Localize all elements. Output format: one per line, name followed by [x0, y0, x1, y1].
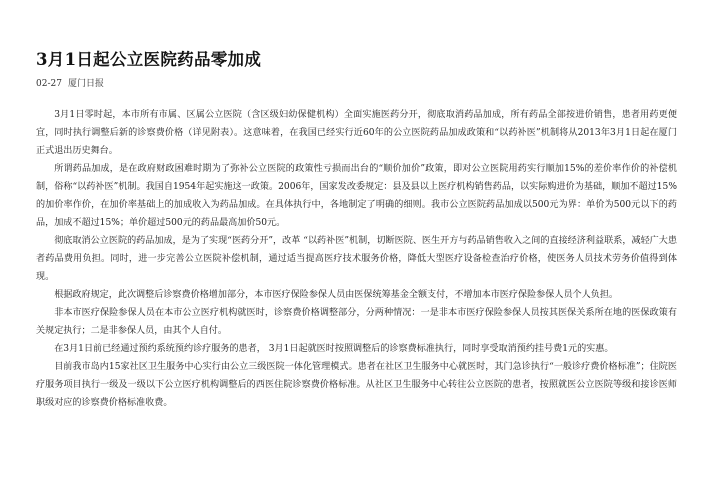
- article-paragraph: 彻底取消公立医院的药品加成，是为了实现“医药分开”，改革 “以药补医”机制，切断医院、医生开方与药品销售收入之间的直接经济利益联系，减轻广大患者药品费用负担。同时，进一步完善公立医院补偿机制，通过适当提高医疗技术服务价格，降低大型医疗设备检查治疗价格，使医务人员技术劳务价值得到体现。: [36, 236, 677, 282]
- article-paragraph: 非本市医疗保险参保人员在本市公立医疗机构就医时，诊察费价格调整部分，分两种情况：一是非本市医疗保险参保人员按其医保关系所在地的医保政策有关规定执行；二是非参保人员，由其个人自付。: [36, 308, 677, 336]
- article-meta: [36, 78, 677, 90]
- article-date: 02-27: [36, 79, 62, 89]
- article-paragraph: 目前我市岛内15家社区卫生服务中心实行由公立三级医院一体化管理模式。患者在社区卫生服务中心就医时，其门急诊执行“一般诊疗费价格标准”；住院医疗服务项目执行一级及一级以下公立医疗机构调整后的西医住院诊察费价格标准。从社区卫生服务中心转往公立医院的患者，按照就医公立医院等级和接诊医师职级对应的诊察费价格标准收费。: [36, 362, 677, 408]
- article-paragraph: 3月1日零时起，本市所有市属、区属公立医院（含区级妇幼保健机构）全面实施医药分开，彻底取消药品加成，所有药品全部按进价销售，患者用药更便宜，同时执行调整后新的诊察费价格（详见附表）。这意味着，在我国已经实行近60年的公立医院药品加成政策和“以药补医”机制将从2013年3月1日起在厦门正式退出历史舞台。: [36, 110, 677, 156]
- article-paragraph: 所谓药品加成，是在政府财政困难时期为了弥补公立医院的政策性亏损而出台的“顺价加价”政策，即对公立医院用药实行顺加15%的差价率作价的补偿机制，俗称“以药补医”机制。我国自1954年起实施这一政策。2006年，国家发改委规定：县及县以上医疗机构销售药品，以实际购进价为基础，顺加不超过15%的加价率作价，在加价率基础上的加成收入为药品加成。在具体执行中，各地制定了明确的细则。我市公立医院药品加成以500元为界：单价为500元以下的药品，加成不超过15%；单价超过500元的药品最高加价50元。: [36, 164, 677, 228]
- article-paragraph: 在3月1日前已经通过预约系统预约诊疗服务的患者， 3月1日起就医时按照调整后的诊察费标准执行，同时享受取消预约挂号费1元的实惠。: [54, 344, 614, 354]
- article-title: 3月1日起公立医院药品零加成: [36, 50, 262, 69]
- article-source: 厦门日报: [67, 79, 104, 89]
- article-paragraph: 根据政府规定，此次调整后诊察费价格增加部分，本市医疗保险参保人员由医保统筹基金全额支付，不增加本市医疗保险参保人员个人负担。: [54, 290, 619, 300]
